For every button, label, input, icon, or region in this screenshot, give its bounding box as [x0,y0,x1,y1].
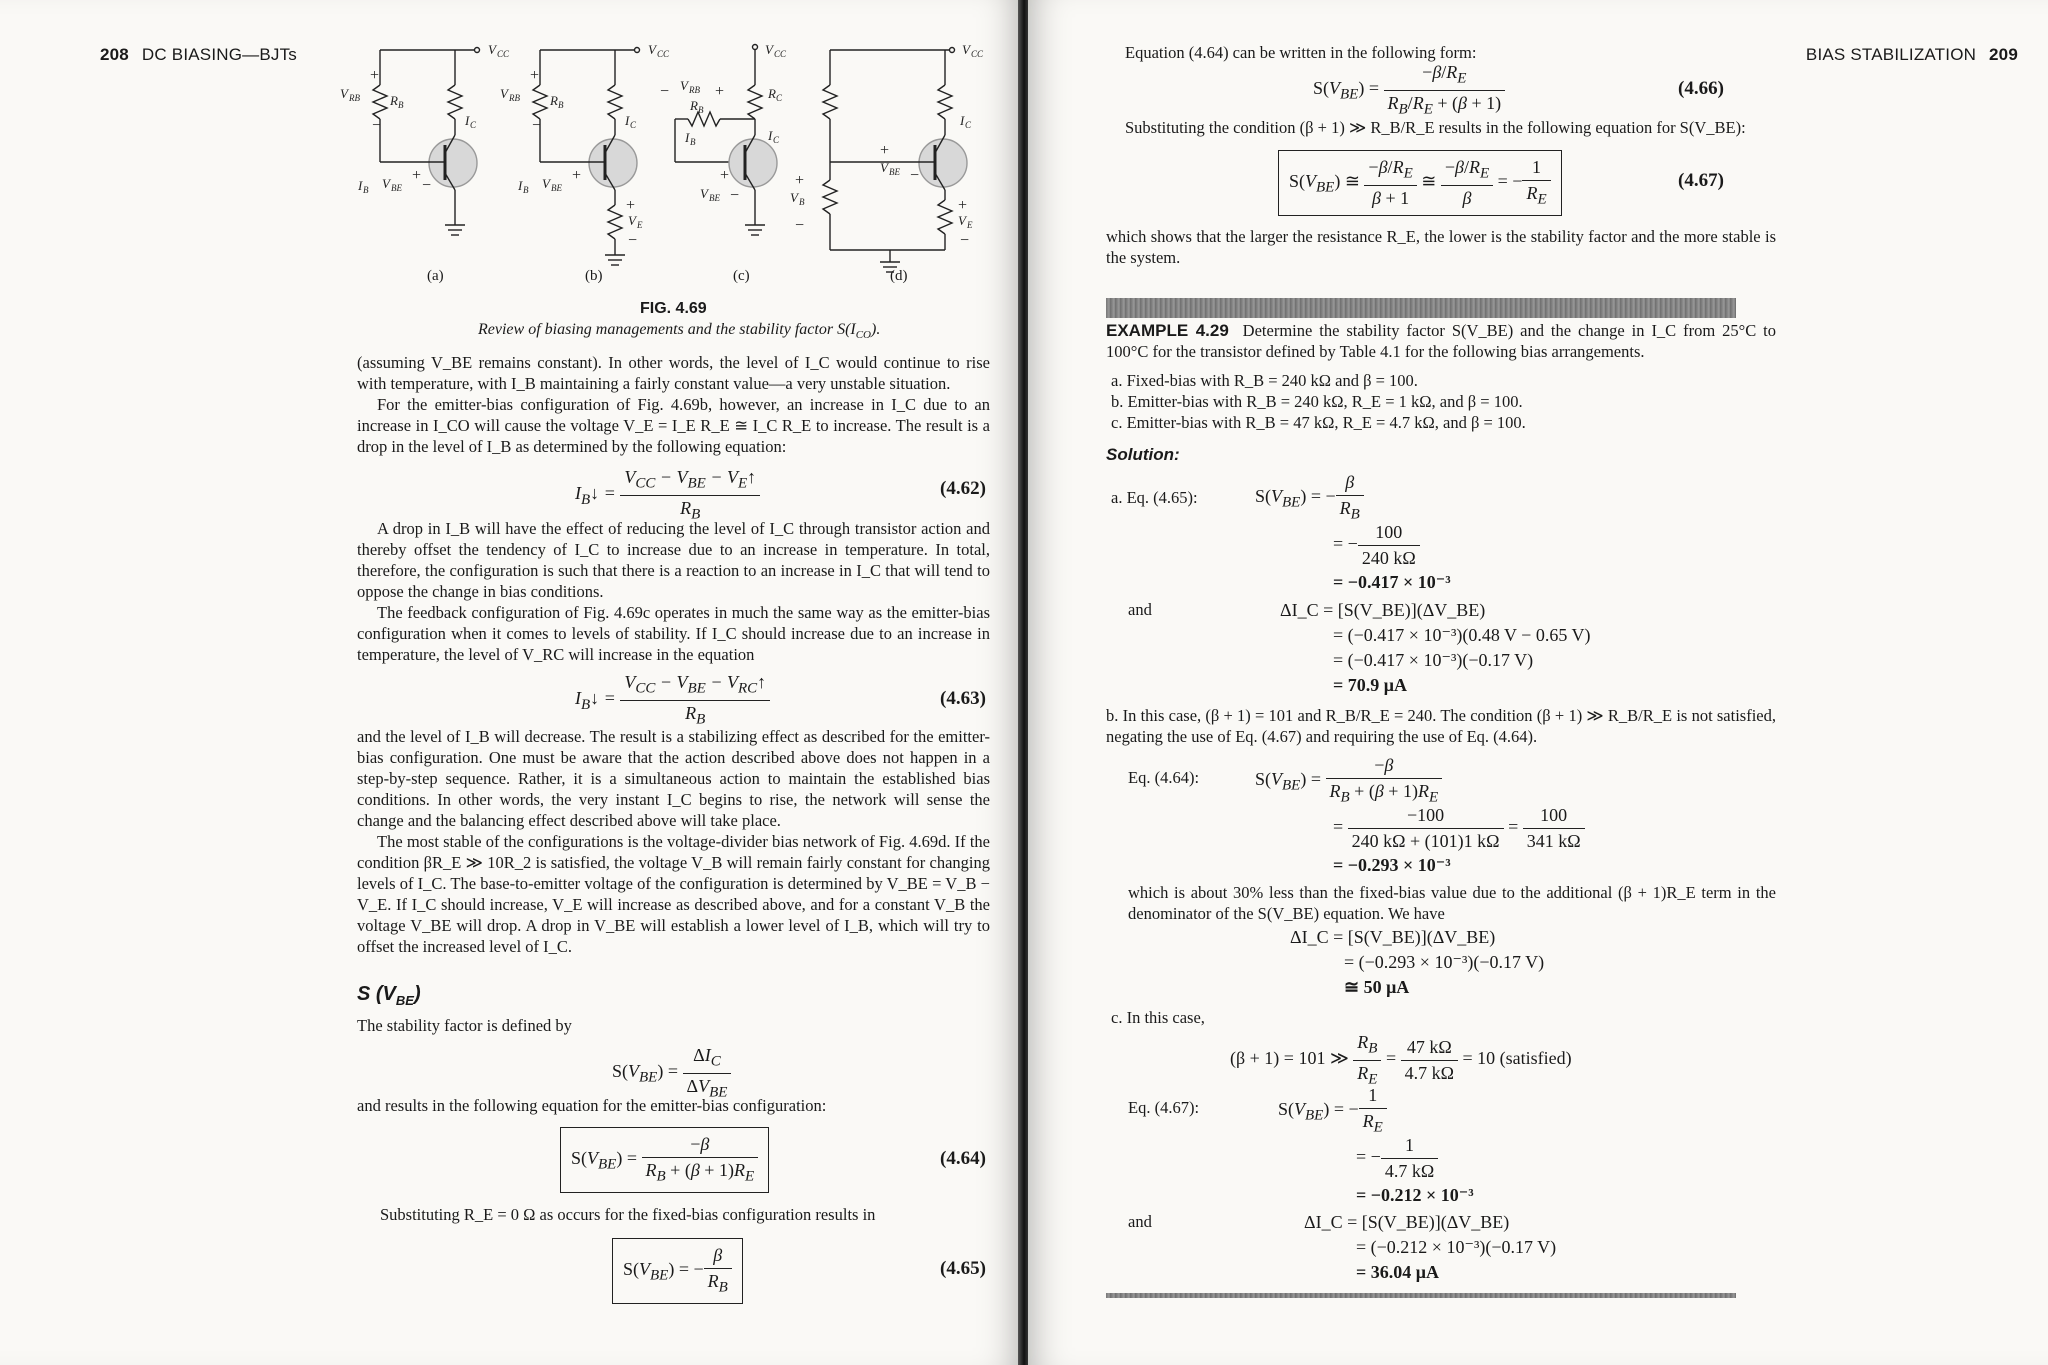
part-c-label: Eq. (4.67): [1128,1098,1200,1117]
svg-text:B: B [363,185,369,195]
circuit-a [340,42,510,235]
svg-text:B: B [698,105,704,115]
left-body-2 [357,518,990,665]
svg-text:V: V [765,42,773,57]
paragraph-5: and the level of I_B will decrease. The result is a stabilizing effect as described for the emitter-bias configuration. One must be aware that the action described above does not happen in a step-by-step sequence. Rather, it is a simultaneous action to maintain the established bias conditions. In other words, the very instant I_C begins to rise, the network will sense the change and the balancing effect described above will take place. [357,727,990,830]
right-header [1806,45,2018,65]
part-a-eq1: $S(V_{BE})$ = − $\frac{\beta}{R_B}$ [1255,472,1364,524]
svg-text:E: E [637,220,643,230]
example-text: Determine the stability factor S(V_BE) and the change in I_C from 25°C to 100°C for the transistor defined by Table 4.1 for the following bias arrangements. [1106,321,1776,361]
part-b-eq1: $S(V_{BE})$ = $\frac{-\beta}{R_B + (\beta + 1)R_E}$ [1255,755,1442,807]
svg-text:BE: BE [709,193,720,203]
svg-text:V: V [790,190,798,205]
equation-4-64: $S(V_{BE})$ = $\frac{-\beta}{R_B + (\beta + 1)R_E}$ [560,1127,769,1193]
part-b-result: = −0.293 × 10⁻³ [1333,855,1451,875]
svg-text:I: I [465,113,470,128]
fig-label-c: (c) [733,268,750,284]
paragraph-3: A drop in I_B will have the effect of reducing the level of I_C through transistor action and thereby offset the tendency of I_C to increase due to an increase in temperature. In total, therefore, the configuration is such that there is a reaction to an increase in I_C that will tend to oppose the change in bias conditions. [357,519,990,601]
svg-text:I: I [625,113,630,128]
svg-text:C: C [776,93,783,103]
circuit-b [500,42,670,265]
svg-text:B: B [523,185,529,195]
part-c-eq2: = − $\frac{1}{4.7 k\Omega}$ [1356,1135,1438,1182]
example-4-29 [1106,320,1776,433]
right-paragraph-3: which shows that the larger the resistance R_E, the lower is the stability factor and the more stable is the system. [1106,227,1776,267]
part-a-label: a. Eq. (4.65): [1111,488,1198,507]
example-item-a: a. Fixed-bias with R_B = 240 kΩ and β = 100. [1111,371,1418,390]
svg-text:C: C [965,120,972,130]
svg-text:+: + [880,142,890,159]
equation-4-65: $S(V_{BE})$ = − $\frac{\beta}{R_B}$ [612,1238,743,1304]
svg-text:R: R [690,98,698,113]
svg-text:−: − [910,167,920,184]
figure-title: FIG. 4.69 [640,300,707,317]
svg-text:CC: CC [971,49,984,59]
svg-text:R: R [550,93,558,108]
svg-text:V: V [700,186,708,201]
figure-caption: Review of biasing managements and the stability factor $S(I_{CO})$. [478,321,881,342]
svg-text:+: + [720,167,730,184]
part-b-label: Eq. (4.64): [1128,768,1200,787]
left-body [357,352,990,457]
part-a-result: = −0.417 × 10⁻³ [1333,572,1451,592]
svg-text:V: V [958,213,966,228]
part-a-eq2: = − $\frac{100}{240 k\Omega}$ [1333,522,1420,569]
fig-label-d: (d) [890,268,908,284]
right-body-3 [1106,226,1776,268]
equation-stability-def: $S(V_{BE})$ = $\frac{\Delta I_C}{\Delta V_{BE}}$ [612,1045,731,1101]
paragraph-7: The stability factor is defined by [357,1016,572,1035]
left-body-4 [357,1015,990,1036]
part-b-text: b. In this case, (β + 1) = 101 and R_B/R_E = 240. The condition (β + 1) ≫ R_B/R_E is not satisfied, negating the use of Eq. (4.67) and requiring the use of Eq. (4.64). [1106,706,1776,746]
equation-4-63-number: (4.63) [940,688,986,709]
equation-4-67-number: (4.67) [1678,170,1724,191]
svg-text:E: E [967,220,973,230]
figure-4-69 [340,30,1000,295]
paragraph-6: The most stable of the configurations is the voltage-divider bias network of Fig. 4.69d. If the condition βR_E ≫ 10R_2 is satisfied, the voltage V_B will remain fairly constant for changing levels of I_C. The base-to-emitter voltage of the configuration is determined by V_BE = V_B − V_E. If I_C should increase, V_E will increase as described above, and for a constant V_B the voltage V_BE will drop. A drop in V_BE will establish a lower level of I_B, which will try to offset the increased level of I_C. [357,832,990,956]
part-b-eq2: = $\frac{-100}{240 k\Omega + (101)1 k\Omega}$ = $\frac{100}{341 k\Omega}$ [1333,805,1585,852]
svg-text:V: V [628,213,636,228]
svg-text:+: + [715,83,725,100]
svg-text:C: C [773,135,780,145]
part-c-delta2: = (−0.212 × 10⁻³)(−0.17 V) [1356,1237,1557,1257]
svg-text:C: C [630,120,637,130]
part-c-eq1: $S(V_{BE})$ = − $\frac{1}{R_E}$ [1278,1085,1387,1137]
part-b-text2: which is about 30% less than the fixed-bias value due to the additional (β + 1)R_E term in the denominator of the S(V_BE) equation. We have [1128,883,1776,923]
svg-text:R: R [390,93,398,108]
svg-text:−: − [795,217,805,234]
right-body-1 [1125,42,1765,63]
svg-text:−: − [730,187,740,204]
part-a-delta4: = 70.9 μA [1333,675,1407,695]
fig-label-a: (a) [427,268,444,284]
svg-text:I: I [358,178,363,193]
svg-text:I: I [685,130,690,145]
svg-text:BE: BE [889,167,900,177]
part-c-text: c. In this case, [1111,1008,1205,1027]
part-a-delta2: = (−0.417 × 10⁻³)(0.48 V − 0.65 V) [1333,625,1591,645]
svg-text:V: V [340,86,348,101]
svg-text:+: + [958,197,968,214]
part-c-and: and [1128,1212,1152,1231]
svg-text:V: V [648,42,656,57]
svg-text:I: I [960,113,965,128]
paragraph-2: For the emitter-bias configuration of Fig. 4.69b, however, an increase in I_C due to an increase in I_CO will cause the voltage V_E = I_E R_E ≅ I_C R_E to increase. The result is a drop in the level of I_B as determined by the following equation: [357,395,990,456]
left-body-5 [357,1095,990,1116]
svg-text:+: + [530,67,540,84]
part-b-delta3: ≅ 50 μA [1344,977,1410,997]
part-a-delta1: ΔI_C = [S(V_BE)](ΔV_BE) [1280,600,1486,620]
paragraph-4: The feedback configuration of Fig. 4.69c operates in much the same way as the emitter-bias configuration when it comes to levels of stability. If I_C should increase due to an increase in temperature, the level of V_RC will increase in the equation [357,603,990,664]
section-heading-s-vbe: S $(V_{BE})$ [357,983,421,1008]
equation-4-63: $I_B↓$ = $\frac{V_{CC} - V_{BE} - V_{RC}↑}{R_B}$ [575,672,770,728]
svg-text:CC: CC [774,49,787,59]
svg-text:RB: RB [509,93,520,103]
equation-4-66: $S(V_{BE})$ = $\frac{-\beta/R_E}{R_B/R_E + (\beta + 1)}$ [1313,62,1505,118]
left-body-3 [357,726,990,957]
left-page [0,0,1020,1365]
svg-text:B: B [690,137,696,147]
part-b-delta2: = (−0.293 × 10⁻³)(−0.17 V) [1344,952,1545,972]
svg-text:+: + [412,167,422,184]
svg-text:−: − [660,83,670,100]
equation-4-62-number: (4.62) [940,478,986,499]
svg-text:B: B [398,100,404,110]
svg-text:CC: CC [657,49,670,59]
right-page-number: 209 [1989,45,2018,64]
svg-text:V: V [488,42,496,57]
svg-text:+: + [626,197,636,214]
svg-text:V: V [880,160,888,175]
right-paragraph-1: Equation (4.64) can be written in the following form: [1125,43,1477,62]
svg-text:−: − [960,232,970,249]
fig-label-b: (b) [585,268,603,284]
svg-text:+: + [795,172,805,189]
example-bar [1106,298,1736,318]
example-end-bar [1106,1293,1736,1298]
part-a-delta3: = (−0.417 × 10⁻³)(−0.17 V) [1333,650,1534,670]
equation-4-65-number: (4.65) [940,1258,986,1279]
svg-text:+: + [370,67,380,84]
svg-text:−: − [422,177,432,194]
svg-text:V: V [542,176,550,191]
paragraph-8: and results in the following equation for the emitter-bias configuration: [357,1096,827,1115]
example-item-c: c. Emitter-bias with R_B = 47 kΩ, R_E = 4.7 kΩ, and β = 100. [1111,413,1526,432]
svg-text:R: R [768,86,776,101]
svg-text:−: − [628,232,638,249]
svg-text:RB: RB [349,93,360,103]
equation-4-66-number: (4.66) [1678,78,1724,99]
equation-4-67: $S(V_{BE})$ ≅ $\frac{-\beta/R_E}{\beta + 1}$ ≅ $\frac{-\beta/R_E}{\beta}$ = − $\frac{1}{R_E}$ [1278,150,1562,216]
equation-4-64-number: (4.64) [940,1148,986,1169]
svg-text:C: C [470,120,477,130]
svg-text:B: B [799,197,805,207]
svg-text:I: I [768,128,773,143]
example-title: EXAMPLE 4.29 [1106,321,1229,340]
circuit-c [660,42,787,235]
svg-text:BE: BE [551,183,562,193]
svg-text:+: + [572,167,582,184]
svg-text:RB: RB [689,85,700,95]
part-c-result: = −0.212 × 10⁻³ [1356,1185,1474,1205]
example-item-b: b. Emitter-bias with R_B = 240 kΩ, R_E = 1 kΩ, and β = 100. [1111,392,1523,411]
part-c-delta1: ΔI_C = [S(V_BE)](ΔV_BE) [1304,1212,1510,1232]
svg-text:−: − [532,117,542,134]
paragraph-1: (assuming V_BE remains constant). In other words, the level of I_C would continue to rise with temperature, with I_B maintaining a fairly constant value—a very unstable situation. [357,353,990,393]
solution-heading: Solution: [1106,445,1180,464]
paragraph-9: Substituting R_E = 0 Ω as occurs for the fixed-bias configuration results in [380,1205,876,1224]
svg-text:V: V [680,78,688,93]
svg-text:CC: CC [497,49,510,59]
part-a-and: and [1128,600,1152,619]
part-c-condition: (β + 1) = 101 ≫ $\frac{R_B}{R_E}$ = $\frac{47 k\Omega}{4.7 k\Omega}$ = 10 (satisfied) [1230,1032,1572,1088]
left-header [100,45,297,65]
left-page-number: 208 [100,45,129,64]
equation-4-62: $I_B↓$ = $\frac{V_{CC} - V_{BE} - V_E↑}{R_B}$ [575,467,760,523]
right-running-head: BIAS STABILIZATION [1805,45,1977,64]
right-paragraph-2: Substituting the condition (β + 1) ≫ R_B/R_E results in the following equation for S(V_BE): [1125,118,1746,137]
left-body-6 [380,1204,990,1225]
right-body-2 [1125,117,1775,138]
svg-text:V: V [962,42,970,57]
right-page [1028,0,2048,1365]
svg-text:B: B [558,100,564,110]
part-c-delta3: = 36.04 μA [1356,1262,1439,1282]
svg-text:V: V [382,176,390,191]
part-b-delta1: ΔI_C = [S(V_BE)](ΔV_BE) [1290,927,1496,947]
circuit-d [790,42,984,272]
svg-text:I: I [518,178,523,193]
left-running-head: DC BIASING—BJTs [141,45,297,64]
svg-text:−: − [372,117,382,134]
svg-text:V: V [500,86,508,101]
svg-text:BE: BE [391,183,402,193]
